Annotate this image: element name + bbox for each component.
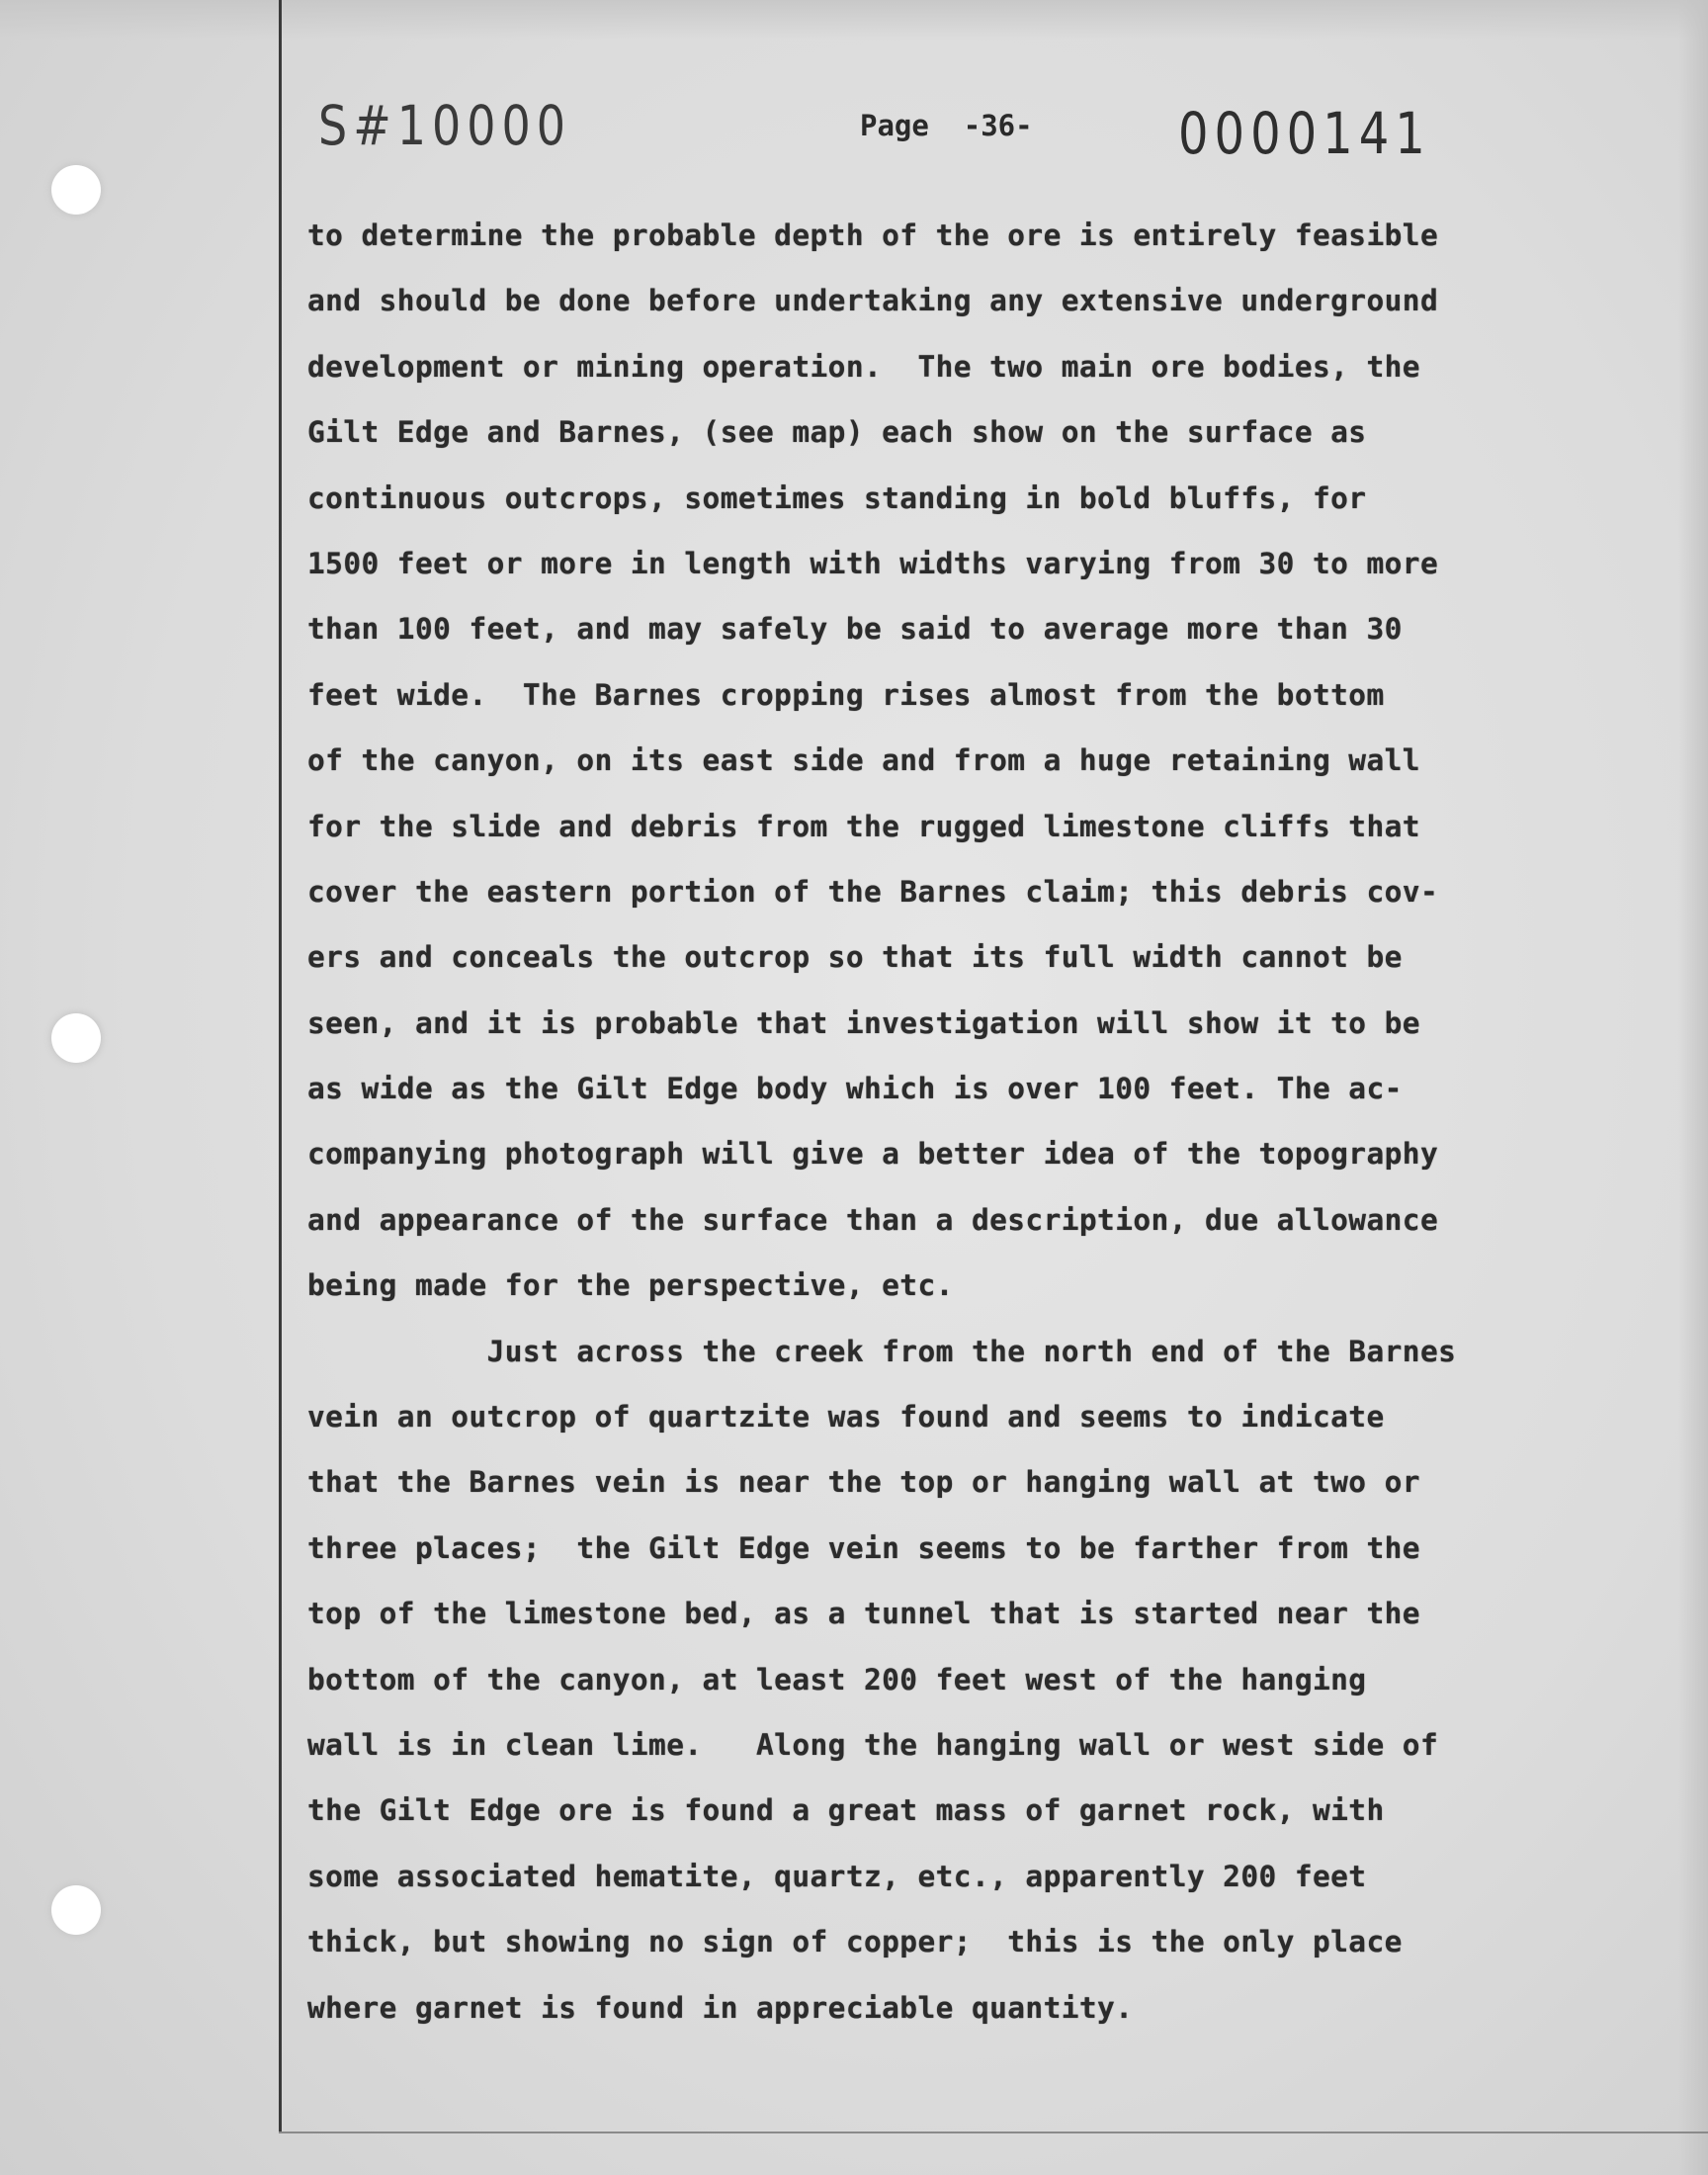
text-line: seen, and it is probable that investigation will show it to be [307,1005,1420,1040]
text-line: wall is in clean lime. Along the hanging wall or west side of [307,1727,1439,1762]
text-line: feet wide. The Barnes cropping rises almost from the bottom [307,677,1385,712]
text-line: than 100 feet, and may safely be said to average more than 30 [307,612,1403,647]
page-number: Page -36- [860,109,1033,142]
text-line: some associated hematite, quartz, etc., apparently 200 feet [307,1859,1367,1893]
text-line: thick, but showing no sign of copper; this is the only place [307,1925,1403,1959]
document-id-stamp: S#10000 [318,93,572,158]
text-line: for the slide and debris from the rugged limestone cliffs that [307,809,1420,843]
text-line: as wide as the Gilt Edge body which is over 100 feet. The ac- [307,1072,1403,1106]
text-line: ers and conceals the outcrop so that its full width cannot be [307,940,1403,975]
text-line: that the Barnes vein is near the top or hanging wall at two or [307,1465,1420,1500]
punch-hole-middle [51,1013,101,1063]
text-line: and should be done before undertaking any extensive underground [307,284,1439,318]
text-line: vein an outcrop of quartzite was found and seems to indicate [307,1400,1385,1435]
text-line: bottom of the canyon, at least 200 feet west of the hanging [307,1662,1367,1696]
punch-hole-bottom [51,1885,101,1935]
text-line: companying photograph will give a better idea of the topography [307,1137,1439,1172]
text-line: being made for the perspective, etc. [307,1268,954,1303]
scan-top-shadow [0,0,1708,40]
text-line: continuous outcrops, sometimes standing in bold bluffs, for [307,480,1367,515]
text-line: development or mining operation. The two main ore bodies, the [307,349,1420,384]
text-line: where garnet is found in appreciable quantity. [307,1990,1134,2025]
text-line: three places; the Gilt Edge vein seems to be farther from the [307,1530,1420,1565]
text-line: Just across the creek from the north end of the Barnes [307,1334,1457,1368]
text-line: the Gilt Edge ore is found a great mass of garnet rock, with [307,1793,1385,1828]
punch-hole-top [51,165,101,215]
text-line: 1500 feet or more in length with widths varying from 30 to more [307,546,1439,580]
body-text [307,203,1691,2041]
text-line: Gilt Edge and Barnes, (see map) each show on the surface as [307,415,1367,450]
bates-number-stamp: 0000141 [1178,101,1431,168]
text-line: and appearance of the surface than a description, due allowance [307,1202,1439,1237]
margin-rule [279,0,282,2133]
text-line: to determine the probable depth of the ore is entirely feasible [307,218,1439,252]
bottom-rule [279,2132,1708,2133]
text-line: cover the eastern portion of the Barnes claim; this debris cov- [307,874,1439,909]
text-line: of the canyon, on its east side and from a huge retaining wall [307,743,1420,778]
text-line: top of the limestone bed, as a tunnel that is started near the [307,1597,1420,1631]
